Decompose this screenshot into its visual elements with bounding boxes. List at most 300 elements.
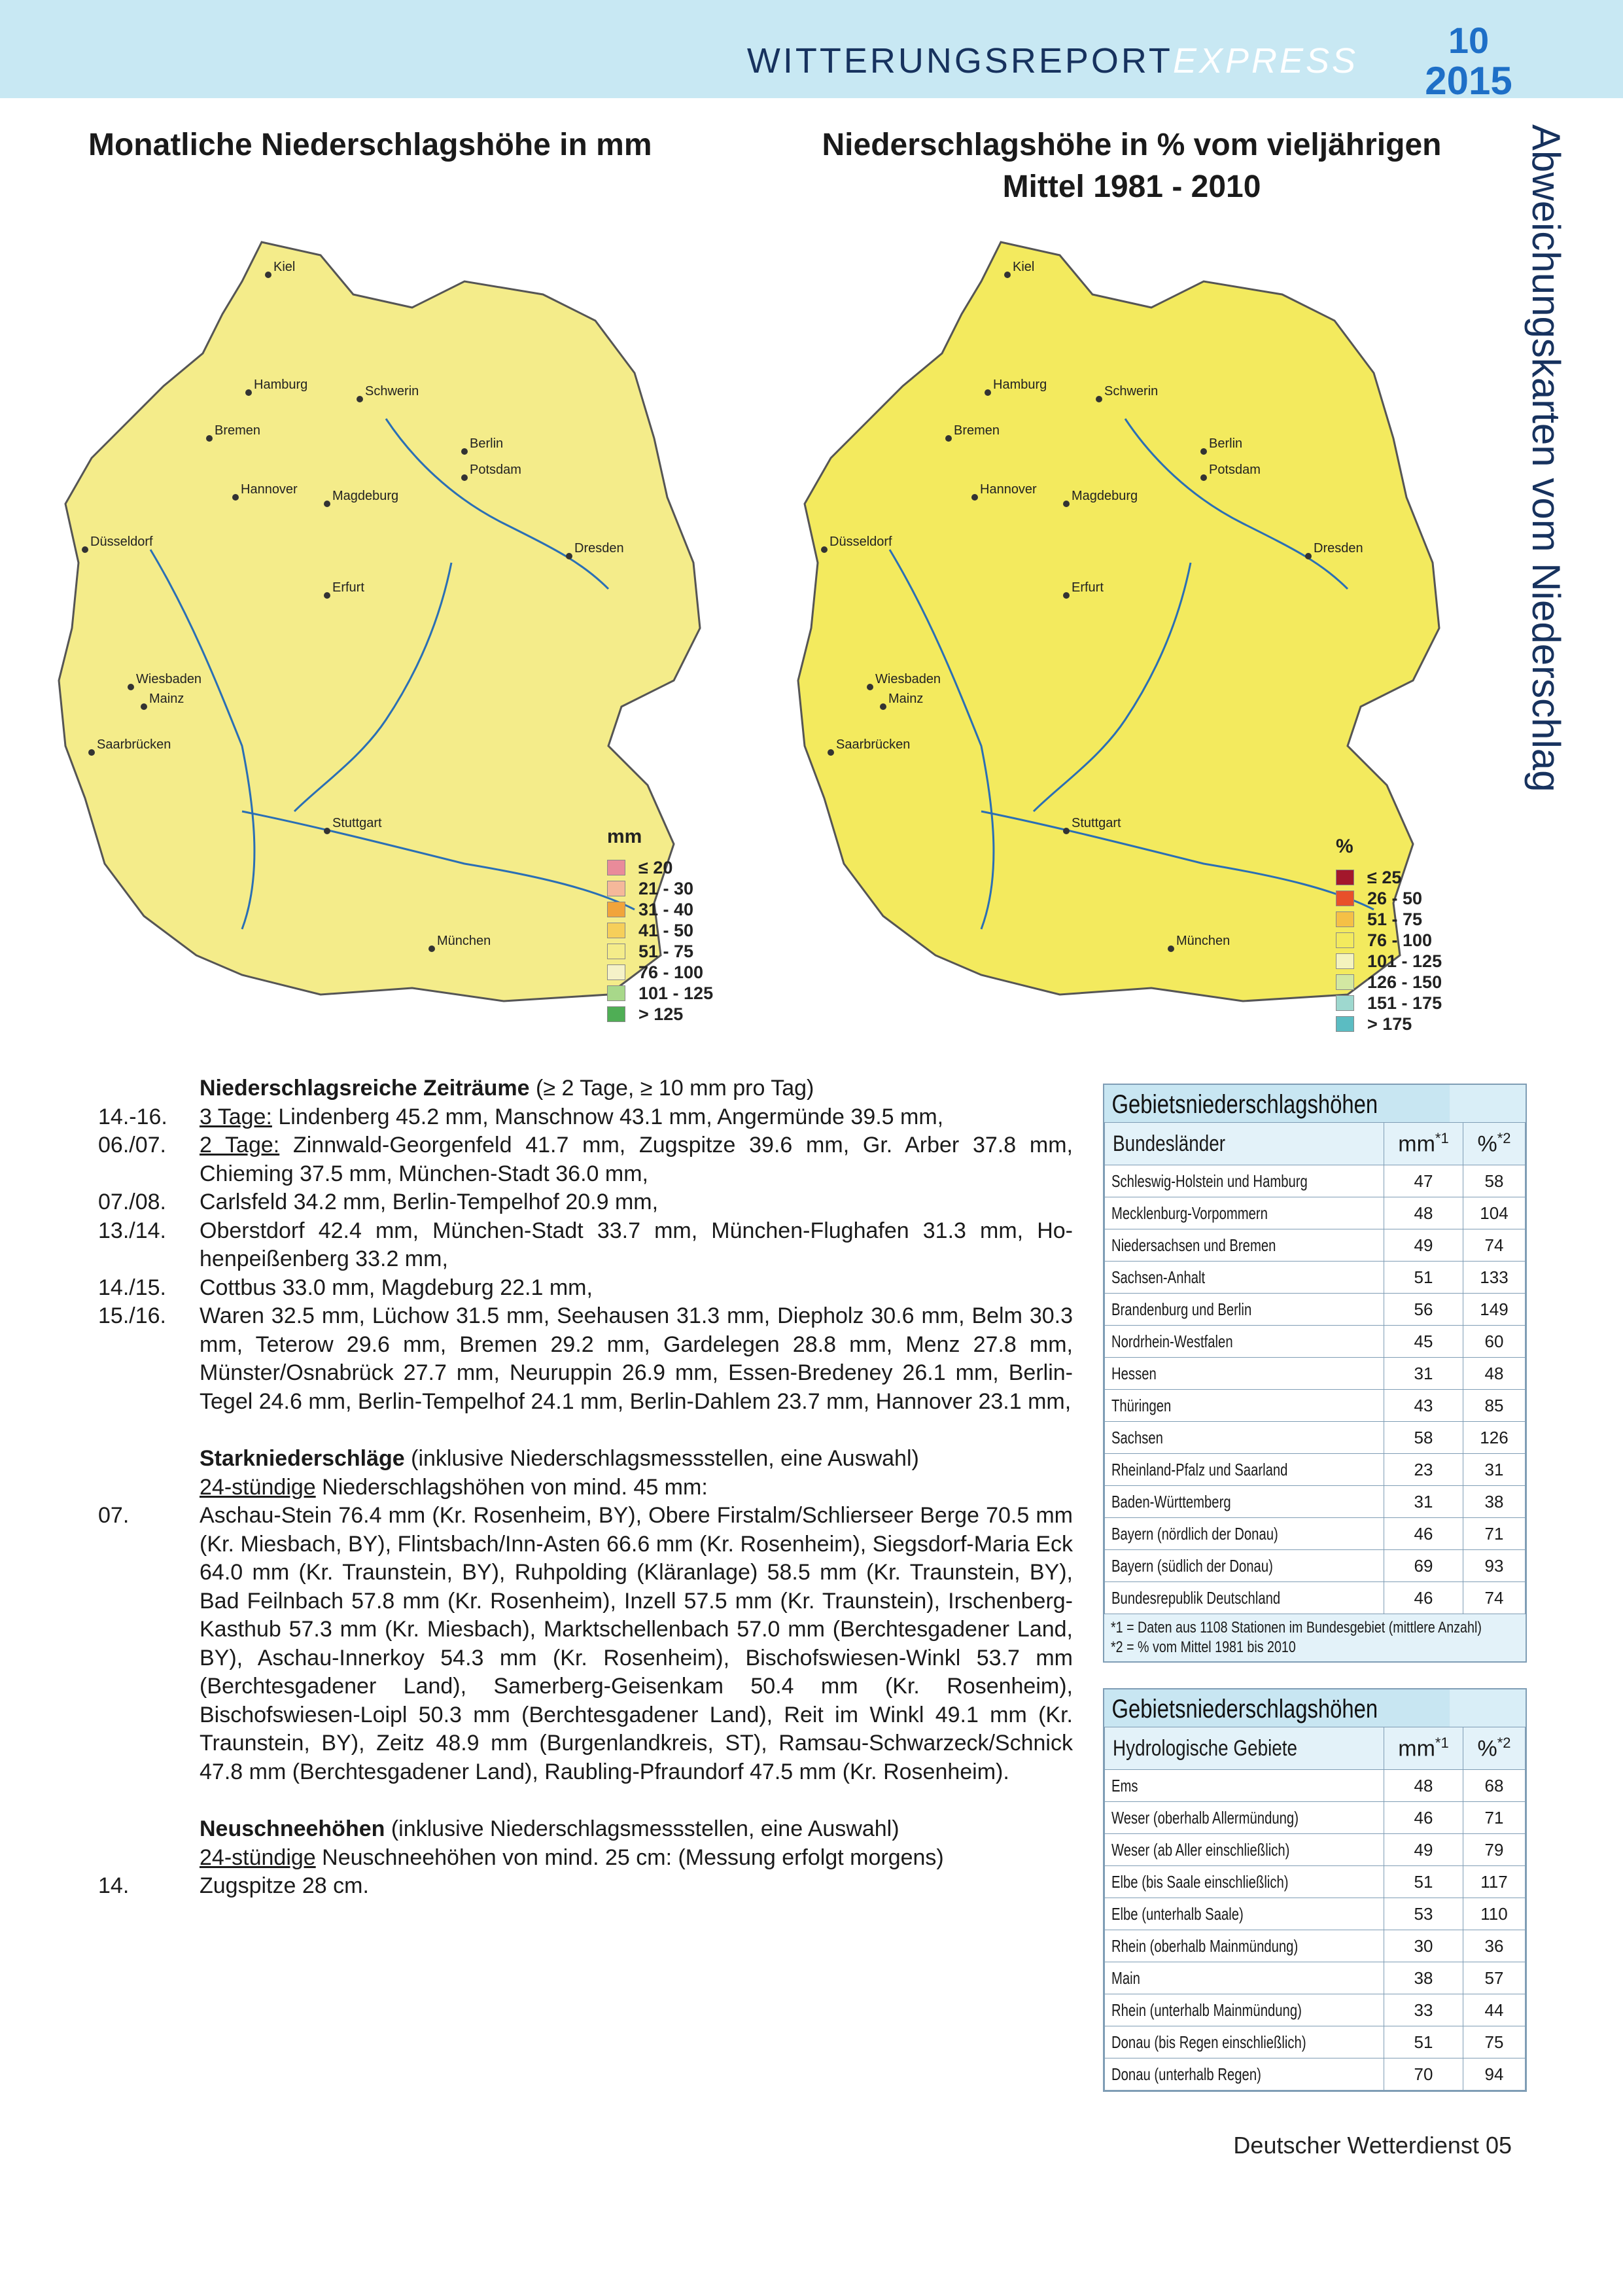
city-label: Erfurt (332, 580, 364, 595)
mm-cell: 51 (1384, 1866, 1463, 1898)
region-name: Hessen (1111, 1363, 1157, 1383)
legend-swatch (1336, 932, 1354, 948)
legend-entry (607, 1004, 713, 1025)
table-row (1105, 1294, 1526, 1326)
region-name: Main (1111, 1968, 1140, 1988)
report-title-express: EXPRESS (1172, 41, 1358, 80)
legend-swatch (1336, 1016, 1354, 1032)
table-row (1105, 1197, 1526, 1229)
legend-swatch (1336, 953, 1354, 969)
city-dot (128, 684, 134, 690)
legend-label: 101 - 125 (638, 983, 714, 1003)
region-cell (1105, 1294, 1384, 1326)
mm-cell: 38 (1384, 1962, 1463, 1994)
table-row (1105, 2058, 1526, 2091)
footnote-line (1111, 1638, 1519, 1657)
percent-cell: 48 (1463, 1358, 1526, 1390)
region-cell (1105, 1898, 1384, 1930)
column-header-label: mm (1398, 1131, 1435, 1157)
region-cell (1105, 1390, 1384, 1422)
table-row (1105, 1834, 1526, 1866)
region-cell (1105, 2058, 1384, 2091)
legend-unit: % (1336, 836, 1353, 857)
legend-label: > 125 (638, 1004, 684, 1024)
percent-cell: 126 (1463, 1422, 1526, 1454)
legend-entry (607, 857, 713, 878)
legend-swatch (607, 1006, 625, 1022)
legend-entry (607, 962, 713, 983)
event-stations: Aschau-Stein 76.4 mm (Kr. Rosenheim, BY), Obere Firstalm/Schlierseer Berge 70.5 mm (Kr. Miesbach, BY), Flintsbach/Inn-Asten 66.6 mm (Kr. Rosenheim), Siegsdorf-Maria Eck 64.0 mm (Kr. Traunstein, BY), Ruhpolding (Kläranlage) 58.5 mm (Kr. Traunstein, BY), Bad Feilnbach 57.8 mm (Kr. Rosenheim), Inzell 57.5 mm (Kr. Traunstein), Irschenberg-Kasthub 57.3 mm (Kr. Miesbach), Marktschellenbach 57.0 mm (Berchtesgadener Land, BY), Aschau-Innerkoy 54.3 mm (Kr. Rosenheim), Bischofswiesen-Winkl 53.7 mm (Berchtesgadener Land), Samerberg-Geisenkam 50.4 mm (Kr. Rosenheim), Bischofswiesen-Loipl 50.3 mm (Berchtesgadener Land), Reit im Winkl 49.1 mm (Kr. Traunstein, BY), Zeitz 48.9 mm (Burgenlandkreis, ST), Ramsau-Schwarzeck/Schnick 47.8 mm (Berchtesgadener Land), Raubling-Pfraundorf 47.5 mm (Kr. Rosenheim). (200, 1503, 1073, 1784)
legend-entry (607, 983, 713, 1004)
footer-publisher: Deutscher Wetterdienst (1233, 2132, 1479, 2159)
section-subheading-underlined: 24-stündige (200, 1845, 316, 1870)
column-header-label: Hydrologische Gebiete (1113, 1735, 1298, 1761)
city-dot (867, 684, 873, 690)
percent-cell: 44 (1463, 1994, 1526, 2026)
region-cell (1105, 1518, 1384, 1550)
city-label: Wiesbaden (136, 672, 202, 686)
percent-cell: 74 (1463, 1582, 1526, 1614)
event-date: 14.-16. (98, 1104, 167, 1129)
event-stations: Waren 32.5 mm, Lüchow 31.5 mm, Seehausen 31.3 mm, Diepholz 30.6 mm, Belm 30.3 mm, Teterow 29.6 mm, Bremen 29.2 mm, Gardelegen 28.8 mm, Menz 27.8 mm, Münster/Osnabrück 27.7 mm, Neuruppin 26.9 mm, Essen-Bredeney 26.1 mm, Berlin-Tegel 24.6 mm, Berlin-Tempelhof 24.1 mm, Berlin-Dahlem 23.7 mm, Hannover 23.1 mm, (200, 1303, 1073, 1414)
legend-swatch (607, 944, 625, 959)
city-label: Wiesbaden (875, 672, 941, 686)
city-label: München (437, 934, 491, 948)
region-cell (1105, 1229, 1384, 1262)
footnote-text: *2 = % vom Mittel 1981 bis 2010 (1111, 1638, 1296, 1656)
legend-entry (607, 920, 713, 941)
legend-entry (1336, 972, 1442, 993)
data-table (1104, 1727, 1526, 2091)
section-subheading-underlined: 24-stündige (200, 1474, 316, 1500)
region-name: Mecklenburg-Vorpommern (1111, 1203, 1268, 1223)
side-title: Abweichungskarten vom Niederschlag (1524, 124, 1568, 792)
column-header-percent (1463, 1123, 1526, 1165)
table-row (1105, 1802, 1526, 1834)
city-label: Saarbrücken (836, 737, 911, 752)
page-footer (1233, 2132, 1512, 2159)
event-entry (98, 1302, 1073, 1416)
city-dot (1168, 945, 1174, 952)
table-row (1105, 1262, 1526, 1294)
region-name: Schleswig-Holstein und Hamburg (1111, 1171, 1308, 1191)
table-row (1105, 1229, 1526, 1262)
city-dot (232, 494, 239, 501)
city-dot (880, 703, 886, 710)
event-stations: Zinnwald-Georgenfeld 41.7 mm, Zugspitze 39.6 mm, Gr. Arber 37.8 mm, Chieming 37.5 mm, München-Stadt 36.0 mm, (200, 1133, 1073, 1186)
region-cell (1105, 1550, 1384, 1582)
table-row (1105, 1165, 1526, 1197)
mm-cell: 46 (1384, 1518, 1463, 1550)
city-label: München (1176, 934, 1230, 948)
table-row (1105, 1550, 1526, 1582)
right-map-title: Niederschlagshöhe in % vom vieljährigen Mittel 1981 - 2010 (822, 128, 1442, 204)
percent-cell: 60 (1463, 1326, 1526, 1358)
region-cell (1105, 2026, 1384, 2058)
section-subheading (200, 1474, 1073, 1502)
region-cell (1105, 1358, 1384, 1390)
mm-cell: 49 (1384, 1834, 1463, 1866)
legend-label: 151 - 175 (1367, 993, 1442, 1013)
city-label: Potsdam (1209, 463, 1261, 477)
table-row (1105, 1770, 1526, 1802)
section-heading-title: Neuschneehöhen (200, 1816, 385, 1841)
percent-cell: 104 (1463, 1197, 1526, 1229)
event-text (200, 1274, 1073, 1303)
event-entry (98, 1131, 1073, 1188)
region-name: Weser (ab Aller einschließlich) (1111, 1839, 1290, 1860)
event-text (200, 1217, 1073, 1274)
city-dot (1200, 448, 1207, 455)
event-entry (98, 1103, 1073, 1132)
region-name: Niedersachsen und Bremen (1111, 1235, 1276, 1255)
region-name: Thüringen (1111, 1395, 1172, 1415)
city-dot (1063, 592, 1070, 599)
city-dot (265, 272, 271, 278)
region-name: Donau (bis Regen einschließlich) (1111, 2032, 1306, 2052)
mm-cell: 51 (1384, 2026, 1463, 2058)
event-text (200, 1103, 1073, 1132)
event-stations: Lindenberg 45.2 mm, Manschnow 43.1 mm, Angermünde 39.5 mm, (271, 1104, 944, 1129)
region-cell (1105, 1486, 1384, 1518)
event-duration: 3 Tage: (200, 1104, 272, 1129)
percent-cell: 31 (1463, 1454, 1526, 1486)
precipitation-events (98, 1074, 1073, 1901)
event-entry (98, 1188, 1073, 1217)
city-dot (1063, 501, 1070, 507)
city-dot (461, 474, 468, 481)
city-dot (88, 749, 95, 756)
footnote-text: *1 = Daten aus 1108 Stationen im Bundesgebiet (mittlere Anzahl) (1111, 1619, 1482, 1636)
legend-entry (1336, 888, 1442, 909)
city-label: Kiel (1013, 260, 1035, 274)
region-cell (1105, 1422, 1384, 1454)
region-name: Brandenburg und Berlin (1111, 1299, 1252, 1319)
region-name: Elbe (bis Saale einschließlich) (1111, 1871, 1289, 1892)
table-row (1105, 1390, 1526, 1422)
city-label: Dresden (574, 541, 624, 556)
city-dot (566, 553, 572, 559)
mm-cell: 49 (1384, 1229, 1463, 1262)
table-row (1105, 1866, 1526, 1898)
table-footnotes (1104, 1614, 1526, 1661)
table-row (1105, 1994, 1526, 2026)
legend-label: 126 - 150 (1367, 972, 1442, 992)
event-date: 13./14. (98, 1218, 166, 1243)
mm-cell: 69 (1384, 1550, 1463, 1582)
legend-swatch (1336, 870, 1354, 885)
section-subheading (200, 1844, 1073, 1873)
table-row (1105, 1454, 1526, 1486)
legend-swatch (1336, 995, 1354, 1011)
city-dot (821, 546, 828, 553)
city-dot (428, 945, 435, 952)
mm-cell: 53 (1384, 1898, 1463, 1930)
city-label: Berlin (1209, 436, 1243, 451)
report-title-main: WITTERUNGSREPORT (746, 41, 1173, 80)
event-stations: Carlsfeld 34.2 mm, Berlin-Tempelhof 20.9 mm, (200, 1190, 659, 1214)
event-date: 15./16. (98, 1303, 166, 1328)
table-header-row (1105, 1123, 1526, 1165)
report-title (747, 41, 1358, 81)
event-text (200, 1302, 1073, 1416)
city-label: Hamburg (993, 378, 1047, 392)
percent-cell: 68 (1463, 1770, 1526, 1802)
percent-cell: 38 (1463, 1486, 1526, 1518)
table-row (1105, 1326, 1526, 1358)
percent-cell: 57 (1463, 1962, 1526, 1994)
city-label: Bremen (215, 423, 261, 438)
section-heading-title: Niederschlagsreiche Zeiträume (200, 1076, 530, 1101)
column-header-label: Bundesländer (1113, 1131, 1226, 1156)
city-label: Magdeburg (1072, 489, 1138, 503)
percent-cell: 71 (1463, 1518, 1526, 1550)
column-header-footnote: *2 (1497, 1130, 1511, 1147)
legend-entry (1336, 867, 1442, 888)
city-label: Mainz (149, 692, 184, 706)
section-heading-note: (inklusive Niederschlagsmessstellen, eine Auswahl) (385, 1816, 899, 1841)
city-dot (141, 703, 147, 710)
percent-cell: 149 (1463, 1294, 1526, 1326)
table-row (1105, 2026, 1526, 2058)
event-duration: 2 Tage: (200, 1133, 280, 1157)
table-title: Gebietsniederschlagshöhen (1104, 1689, 1450, 1727)
spacer (98, 1416, 1073, 1445)
mm-cell: 56 (1384, 1294, 1463, 1326)
column-header-footnote: *1 (1435, 1735, 1449, 1752)
legend-swatch (1336, 974, 1354, 990)
section-heading (200, 1445, 1073, 1474)
precipitation-percent-legend (1336, 836, 1442, 1034)
mm-cell: 23 (1384, 1454, 1463, 1486)
mm-cell: 33 (1384, 1994, 1463, 2026)
legend-entry (1336, 1014, 1442, 1034)
spacer (98, 1786, 1073, 1815)
table-row (1105, 1518, 1526, 1550)
table-row (1105, 1486, 1526, 1518)
issue-number (1420, 21, 1518, 102)
event-text (200, 1188, 1073, 1217)
city-dot (324, 501, 330, 507)
region-name: Ems (1111, 1775, 1138, 1795)
section-heading (200, 1074, 1073, 1103)
city-dot (245, 389, 252, 396)
region-name: Bayern (südlich der Donau) (1111, 1555, 1273, 1576)
legend-entry (607, 941, 713, 962)
table-row (1105, 1582, 1526, 1614)
mm-cell: 48 (1384, 1197, 1463, 1229)
city-dot (461, 448, 468, 455)
column-header-label: mm (1398, 1736, 1435, 1761)
city-label: Stuttgart (332, 816, 382, 830)
percent-cell: 79 (1463, 1834, 1526, 1866)
city-label: Hannover (980, 482, 1037, 497)
legend-label: 41 - 50 (638, 920, 694, 940)
federal-states-table (1103, 1084, 1527, 1663)
table-title: Gebietsniederschlagshöhen (1104, 1085, 1450, 1122)
legend-label: ≤ 25 (1367, 867, 1402, 887)
legend-label: 101 - 125 (1367, 951, 1442, 971)
event-stations: Oberstdorf 42.4 mm, München-Stadt 33.7 mm, München-Flughafen 31.3 mm, Hohenpeißenberg 33.2 mm, (200, 1218, 1073, 1271)
city-dot (985, 389, 991, 396)
event-date: 07. (98, 1503, 130, 1528)
event-date: 14. (98, 1873, 130, 1898)
region-cell (1105, 1582, 1384, 1614)
region-cell (1105, 1930, 1384, 1962)
data-table (1104, 1122, 1526, 1614)
mm-cell: 48 (1384, 1770, 1463, 1802)
percent-cell: 74 (1463, 1229, 1526, 1262)
region-cell (1105, 1802, 1384, 1834)
legend-label: 21 - 30 (638, 878, 694, 898)
hydrological-areas-table (1103, 1688, 1527, 2092)
city-dot (945, 435, 952, 442)
legend-swatch (1336, 891, 1354, 906)
city-dot (1096, 396, 1102, 402)
legend-entry (1336, 993, 1442, 1014)
section-heading-note: (≥ 2 Tage, ≥ 10 mm pro Tag) (529, 1076, 814, 1101)
event-stations: Cottbus 33.0 mm, Magdeburg 22.1 mm, (200, 1275, 593, 1300)
legend-swatch (607, 860, 625, 875)
region-name: Rhein (oberhalb Mainmündung) (1111, 1935, 1299, 1956)
legend-label: 31 - 40 (638, 899, 694, 919)
table-row (1105, 1962, 1526, 1994)
city-label: Erfurt (1072, 580, 1104, 595)
city-label: Bremen (954, 423, 1000, 438)
region-cell (1105, 1197, 1384, 1229)
legend-entry (1336, 909, 1442, 930)
column-header-name (1105, 1123, 1384, 1165)
column-header-label: % (1477, 1131, 1497, 1157)
city-label: Berlin (470, 436, 504, 451)
percent-cell: 36 (1463, 1930, 1526, 1962)
region-cell (1105, 1866, 1384, 1898)
legend-label: 51 - 75 (638, 941, 694, 961)
city-label: Schwerin (365, 384, 419, 398)
legend-swatch (607, 902, 625, 917)
percent-cell: 75 (1463, 2026, 1526, 2058)
mm-cell: 31 (1384, 1486, 1463, 1518)
region-name: Elbe (unterhalb Saale) (1111, 1903, 1244, 1924)
event-text (200, 1131, 1073, 1188)
city-label: Mainz (888, 692, 924, 706)
percent-cell: 85 (1463, 1390, 1526, 1422)
city-label: Kiel (273, 260, 296, 274)
city-dot (828, 749, 834, 756)
percent-cell: 117 (1463, 1866, 1526, 1898)
region-cell (1105, 1770, 1384, 1802)
column-header-name (1105, 1727, 1384, 1770)
section-subheading-text: Niederschlagshöhen von mind. 45 mm: (315, 1474, 708, 1500)
city-dot (82, 546, 88, 553)
region-name: Nordrhein-Westfalen (1111, 1331, 1233, 1351)
legend-swatch (607, 923, 625, 938)
table-row (1105, 1930, 1526, 1962)
legend-swatch (607, 881, 625, 896)
legend-label: 76 - 100 (1367, 930, 1433, 950)
mm-cell: 46 (1384, 1582, 1463, 1614)
region-name: Bundesrepublik Deutschland (1111, 1587, 1281, 1608)
legend-swatch (607, 964, 625, 980)
legend-label: 26 - 50 (1367, 888, 1423, 908)
region-cell (1105, 1994, 1384, 2026)
table-header-row (1105, 1727, 1526, 1770)
percent-cell: 133 (1463, 1262, 1526, 1294)
precipitation-mm-legend (607, 826, 713, 1025)
event-entry (98, 1502, 1073, 1786)
region-name: Sachsen-Anhalt (1111, 1267, 1206, 1287)
table-row (1105, 1898, 1526, 1930)
column-header-footnote: *1 (1435, 1130, 1449, 1147)
mm-cell: 47 (1384, 1165, 1463, 1197)
section-heading-note: (inklusive Niederschlagsmessstellen, eine Auswahl) (404, 1446, 919, 1471)
city-dot (324, 828, 330, 834)
percent-cell: 71 (1463, 1802, 1526, 1834)
column-header-mm (1384, 1727, 1463, 1770)
city-dot (971, 494, 978, 501)
legend-swatch (607, 985, 625, 1001)
region-name: Donau (unterhalb Regen) (1111, 2064, 1261, 2084)
city-label: Magdeburg (332, 489, 399, 503)
region-name: Bayern (nördlich der Donau) (1111, 1523, 1278, 1544)
legend-entry (1336, 930, 1442, 951)
column-header-label: % (1477, 1736, 1497, 1761)
region-name: Weser (oberhalb Allermündung) (1111, 1807, 1299, 1828)
city-label: Hamburg (254, 378, 308, 392)
city-dot (1004, 272, 1011, 278)
city-dot (1200, 474, 1207, 481)
region-name: Rheinland-Pfalz und Saarland (1111, 1459, 1288, 1479)
percent-cell: 93 (1463, 1550, 1526, 1582)
legend-entry (1336, 951, 1442, 972)
event-entry (98, 1872, 1073, 1901)
city-label: Stuttgart (1072, 816, 1121, 830)
legend-entry (607, 878, 713, 899)
city-label: Hannover (241, 482, 298, 497)
event-entry (98, 1274, 1073, 1303)
column-header-mm (1384, 1123, 1463, 1165)
mm-cell: 46 (1384, 1802, 1463, 1834)
event-text (200, 1872, 1073, 1901)
city-dot (324, 592, 330, 599)
issue-year: 2015 (1425, 59, 1512, 103)
city-label: Düsseldorf (90, 535, 153, 549)
column-header-percent (1463, 1727, 1526, 1770)
footnote-line (1111, 1618, 1519, 1638)
city-dot (1063, 828, 1070, 834)
region-cell (1105, 1165, 1384, 1197)
region-cell (1105, 1454, 1384, 1486)
event-text (200, 1502, 1073, 1786)
region-cell (1105, 1326, 1384, 1358)
city-dot (357, 396, 363, 402)
section-subheading-text: Neuschneehöhen von mind. 25 cm: (Messung erfolgt morgens) (315, 1845, 944, 1870)
event-date: 07./08. (98, 1190, 166, 1214)
legend-entry (607, 899, 713, 920)
left-map-title: Monatliche Niederschlagshöhe in mm (88, 128, 652, 162)
table-row (1105, 1358, 1526, 1390)
region-name: Sachsen (1111, 1427, 1163, 1447)
footer-page-number: 05 (1485, 2132, 1512, 2159)
event-date: 06./07. (98, 1133, 166, 1157)
issue-month: 10 (1448, 20, 1490, 61)
mm-cell: 70 (1384, 2058, 1463, 2091)
mm-cell: 30 (1384, 1930, 1463, 1962)
mm-cell: 58 (1384, 1422, 1463, 1454)
legend-label: 76 - 100 (638, 962, 704, 982)
city-dot (206, 435, 213, 442)
percent-cell: 94 (1463, 2058, 1526, 2091)
